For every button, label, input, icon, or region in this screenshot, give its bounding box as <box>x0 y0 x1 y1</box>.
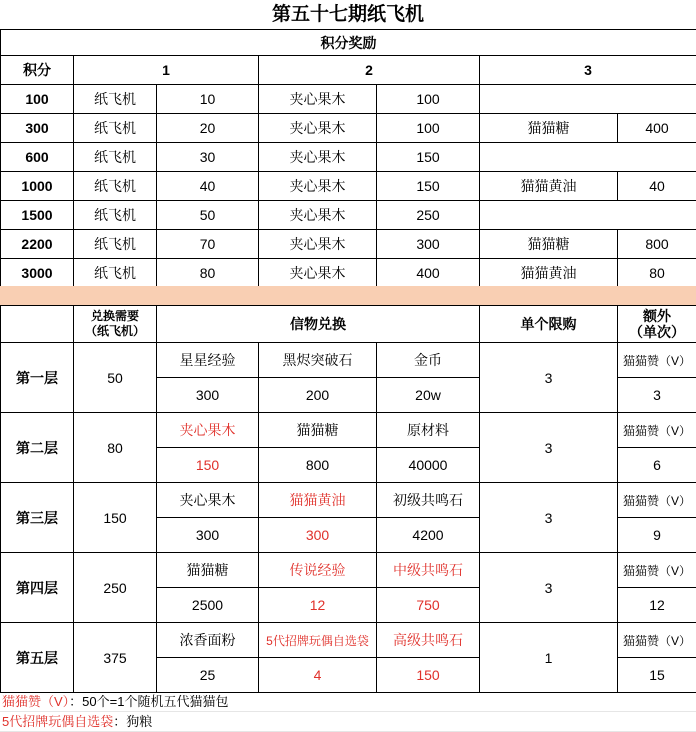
item-qty: 20w <box>377 378 480 413</box>
reward2-qty: 150 <box>377 172 480 201</box>
tier-cost: 80 <box>74 413 157 483</box>
reward2-qty: 250 <box>377 201 480 230</box>
tier-name: 第四层 <box>1 553 74 623</box>
extra-name: 猫猫赞（V） <box>618 343 696 378</box>
reward1-item: 纸飞机 <box>74 143 157 172</box>
item-name: 原材料 <box>377 413 480 448</box>
extra-qty: 9 <box>618 518 696 553</box>
reward3-qty: 80 <box>618 259 696 288</box>
points-row <box>1 259 696 288</box>
extra-qty: 3 <box>618 378 696 413</box>
item-qty: 4200 <box>377 518 480 553</box>
reward1-qty: 70 <box>157 230 259 259</box>
reward2-qty: 300 <box>377 230 480 259</box>
tier-name: 第五层 <box>1 623 74 693</box>
reward3-empty <box>480 85 696 114</box>
footnote-2-key: 5代招牌玩偶自选袋 <box>2 714 113 729</box>
reward3-item: 猫猫黄油 <box>480 172 618 201</box>
item-name: 初级共鸣石 <box>377 483 480 518</box>
points-row <box>1 85 696 114</box>
reward1-item: 纸飞机 <box>74 85 157 114</box>
col-reward-1: 1 <box>74 56 259 85</box>
points-row <box>1 230 696 259</box>
reward3-item: 猫猫糖 <box>480 230 618 259</box>
reward1-item: 纸飞机 <box>74 201 157 230</box>
tier-cost: 375 <box>74 623 157 693</box>
reward3-qty: 800 <box>618 230 696 259</box>
item-qty: 2500 <box>157 588 259 623</box>
col-extra-line1: 额外 <box>618 308 696 324</box>
item-qty: 4 <box>259 658 377 693</box>
reward2-item: 夹心果木 <box>259 259 377 288</box>
points-reward-table <box>0 29 696 288</box>
reward3-item: 猫猫黄油 <box>480 259 618 288</box>
reward2-item: 夹心果木 <box>259 143 377 172</box>
item-name: 夹心果木 <box>157 413 259 448</box>
item-name: 猫猫糖 <box>259 413 377 448</box>
reward1-item: 纸飞机 <box>74 114 157 143</box>
reward2-qty: 100 <box>377 85 480 114</box>
reward3-qty: 40 <box>618 172 696 201</box>
reward1-qty: 40 <box>157 172 259 201</box>
reward2-item: 夹心果木 <box>259 172 377 201</box>
item-name: 传说经验 <box>259 553 377 588</box>
tier-limit: 3 <box>480 413 618 483</box>
tier-cost: 250 <box>74 553 157 623</box>
tier-row <box>1 483 696 518</box>
reward2-qty: 150 <box>377 143 480 172</box>
col-purchase-limit: 单个限购 <box>480 306 618 343</box>
footnote-2 <box>0 712 696 732</box>
item-name: 5代招牌玩偶自选袋 <box>259 623 377 658</box>
reward3-empty <box>480 201 696 230</box>
reward1-qty: 30 <box>157 143 259 172</box>
tier-name: 第一层 <box>1 343 74 413</box>
points-value: 2200 <box>1 230 74 259</box>
points-reward-header: 积分奖励 <box>1 30 696 56</box>
item-name: 中级共鸣石 <box>377 553 480 588</box>
item-name: 金币 <box>377 343 480 378</box>
points-row <box>1 201 696 230</box>
tier-cost: 50 <box>74 343 157 413</box>
col-reward-3: 3 <box>480 56 696 85</box>
footnote-2-value: ：狗粮 <box>113 714 152 729</box>
reward1-item: 纸飞机 <box>74 259 157 288</box>
reward1-item: 纸飞机 <box>74 172 157 201</box>
reward2-item: 夹心果木 <box>259 230 377 259</box>
reward2-qty: 100 <box>377 114 480 143</box>
col-item-exchange: 信物兑换 <box>157 306 480 343</box>
item-name: 猫猫黄油 <box>259 483 377 518</box>
empty-corner <box>1 306 74 343</box>
item-qty: 150 <box>157 448 259 483</box>
extra-qty: 15 <box>618 658 696 693</box>
item-qty: 25 <box>157 658 259 693</box>
reward2-item: 夹心果木 <box>259 114 377 143</box>
points-row <box>1 114 696 143</box>
points-value: 3000 <box>1 259 74 288</box>
reward1-qty: 20 <box>157 114 259 143</box>
tier-row <box>1 553 696 588</box>
item-qty: 800 <box>259 448 377 483</box>
points-row <box>1 172 696 201</box>
item-name: 浓香面粉 <box>157 623 259 658</box>
points-value: 1000 <box>1 172 74 201</box>
tier-row <box>1 343 696 378</box>
tier-limit: 3 <box>480 343 618 413</box>
reward1-qty: 50 <box>157 201 259 230</box>
reward3-item: 猫猫糖 <box>480 114 618 143</box>
tier-name: 第二层 <box>1 413 74 483</box>
reward3-qty: 400 <box>618 114 696 143</box>
reward1-qty: 80 <box>157 259 259 288</box>
item-qty: 12 <box>259 588 377 623</box>
extra-name: 猫猫赞（V） <box>618 483 696 518</box>
item-qty: 40000 <box>377 448 480 483</box>
reward2-qty: 400 <box>377 259 480 288</box>
extra-name: 猫猫赞（V） <box>618 623 696 658</box>
item-name: 高级共鸣石 <box>377 623 480 658</box>
item-qty: 200 <box>259 378 377 413</box>
points-value: 100 <box>1 85 74 114</box>
extra-name: 猫猫赞（V） <box>618 413 696 448</box>
item-qty: 300 <box>259 518 377 553</box>
footnote-1 <box>0 692 696 712</box>
col-extra-line2: （单次） <box>618 324 696 340</box>
points-value: 300 <box>1 114 74 143</box>
reward1-item: 纸飞机 <box>74 230 157 259</box>
item-qty: 150 <box>377 658 480 693</box>
item-qty: 750 <box>377 588 480 623</box>
page-title: 第五十七期纸飞机 <box>0 0 696 29</box>
footnote-1-value: ：50个=1个随机五代猫猫包 <box>69 694 228 709</box>
col-exchange-cost <box>74 306 157 343</box>
points-value: 1500 <box>1 201 74 230</box>
col-exchange-cost-line1: 兑换需要 <box>74 309 156 324</box>
reward1-qty: 10 <box>157 85 259 114</box>
points-row <box>1 143 696 172</box>
tier-row <box>1 623 696 658</box>
item-name: 星星经验 <box>157 343 259 378</box>
footnotes <box>0 692 696 732</box>
col-reward-2: 2 <box>259 56 480 85</box>
col-exchange-cost-line2: （纸飞机） <box>74 324 156 339</box>
points-value: 600 <box>1 143 74 172</box>
tier-limit: 3 <box>480 553 618 623</box>
item-name: 夹心果木 <box>157 483 259 518</box>
reward3-empty <box>480 143 696 172</box>
col-extra <box>618 306 696 343</box>
exchange-table <box>0 305 696 693</box>
tier-limit: 1 <box>480 623 618 693</box>
extra-name: 猫猫赞（V） <box>618 553 696 588</box>
tier-name: 第三层 <box>1 483 74 553</box>
footnote-1-key: 猫猫赞（V） <box>2 694 69 709</box>
reward2-item: 夹心果木 <box>259 201 377 230</box>
extra-qty: 6 <box>618 448 696 483</box>
section-divider-band <box>0 286 696 305</box>
item-name: 黑烬突破石 <box>259 343 377 378</box>
tier-row <box>1 413 696 448</box>
item-name: 猫猫糖 <box>157 553 259 588</box>
reward2-item: 夹心果木 <box>259 85 377 114</box>
tier-cost: 150 <box>74 483 157 553</box>
item-qty: 300 <box>157 518 259 553</box>
extra-qty: 12 <box>618 588 696 623</box>
tier-limit: 3 <box>480 483 618 553</box>
item-qty: 300 <box>157 378 259 413</box>
col-points: 积分 <box>1 56 74 85</box>
